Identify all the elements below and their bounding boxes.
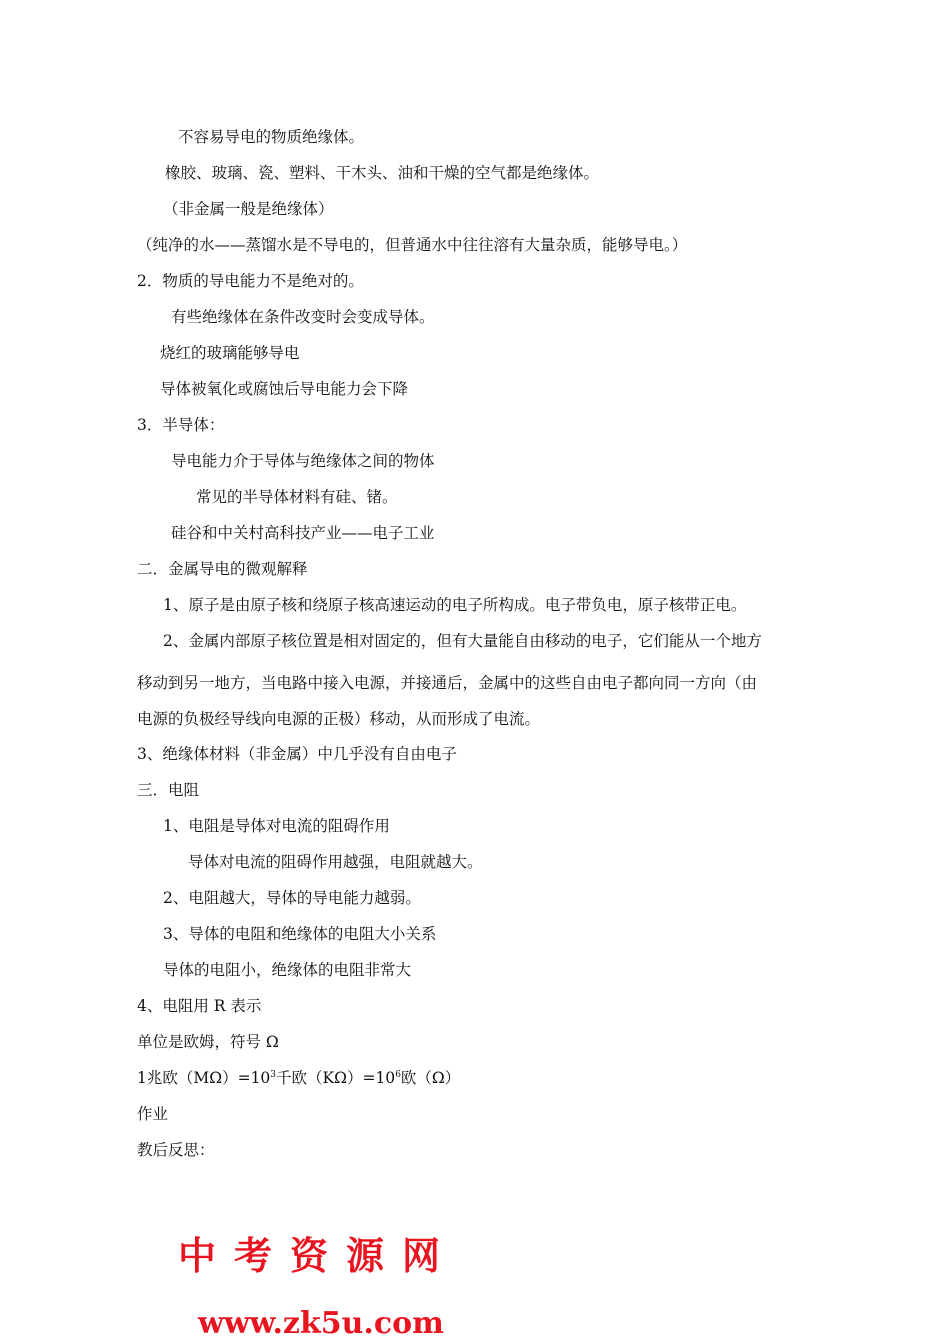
text-line: 有些绝缘体在条件改变时会变成导体。	[171, 308, 435, 326]
brand-watermark: 中考资源网	[178, 1234, 459, 1278]
brand-url[interactable]: www.zk5u.com	[198, 1306, 444, 1341]
text-line: 移动到另一地方，当电路中接入电源，并接通后，金属中的这些自由电子都向同一方向（由	[137, 674, 758, 692]
text-line: 硅谷和中关村高科技产业——电子工业	[171, 524, 435, 542]
text-line: 导体对电流的阻碍作用越强，电阻就越大。	[188, 853, 483, 871]
text-line: 常见的半导体材料有硅、锗。	[196, 488, 398, 506]
text-line: 导体被氧化或腐蚀后导电能力会下降	[160, 380, 409, 398]
text-line: 橡胶、玻璃、瓷、塑料、干木头、油和干燥的空气都是绝缘体。	[165, 164, 600, 182]
text-line: （非金属一般是绝缘体）	[163, 200, 334, 218]
text-line: 3、绝缘体材料（非金属）中几乎没有自由电子	[137, 745, 457, 763]
unit-conversion-formula: 1兆欧$(M\Omega)=10^3$千欧$(K\Omega)=10^6$欧（Ω）	[137, 1069, 461, 1087]
text-line: 单位是欧姆，符号 Ω	[137, 1033, 279, 1051]
heading-3: 3．半导体：	[137, 416, 225, 434]
heading-2: 2．物质的导电能力不是绝对的。	[137, 272, 364, 290]
text-line: 2、电阻越大，导体的导电能力越弱。	[163, 889, 421, 907]
text-line: 导体的电阻小，绝缘体的电阻非常大	[163, 961, 412, 979]
text-line: 3、导体的电阻和绝缘体的电阻大小关系	[163, 925, 437, 943]
text-line: 4、电阻用 R 表示	[137, 997, 262, 1015]
text-line: 2、金属内部原子核位置是相对固定的，但有大量能自由移动的电子，它们能从一个地方	[163, 632, 762, 650]
text-line: （纯净的水——蒸馏水是不导电的，但普通水中往往溶有大量杂质，能够导电。）	[137, 236, 688, 254]
text-line: 烧红的玻璃能够导电	[160, 344, 300, 362]
reflection-label: 教后反思：	[137, 1141, 215, 1159]
text-line: 1、电阻是导体对电流的阻碍作用	[163, 817, 390, 835]
homework-label: 作业	[137, 1105, 169, 1123]
text-line: 不容易导电的物质绝缘体。	[178, 128, 365, 146]
section-heading-resistance: 三．电阻	[137, 781, 200, 799]
text-line: 电源的负极经导线向电源的正极）移动，从而形成了电流。	[137, 710, 541, 728]
text-line: 导电能力介于导体与绝缘体之间的物体	[171, 452, 435, 470]
section-heading-metal-conduction: 二．金属导电的微观解释	[137, 560, 308, 578]
text-line: 1、原子是由原子核和绕原子核高速运动的电子所构成。电子带负电，原子核带正电。	[163, 596, 747, 614]
